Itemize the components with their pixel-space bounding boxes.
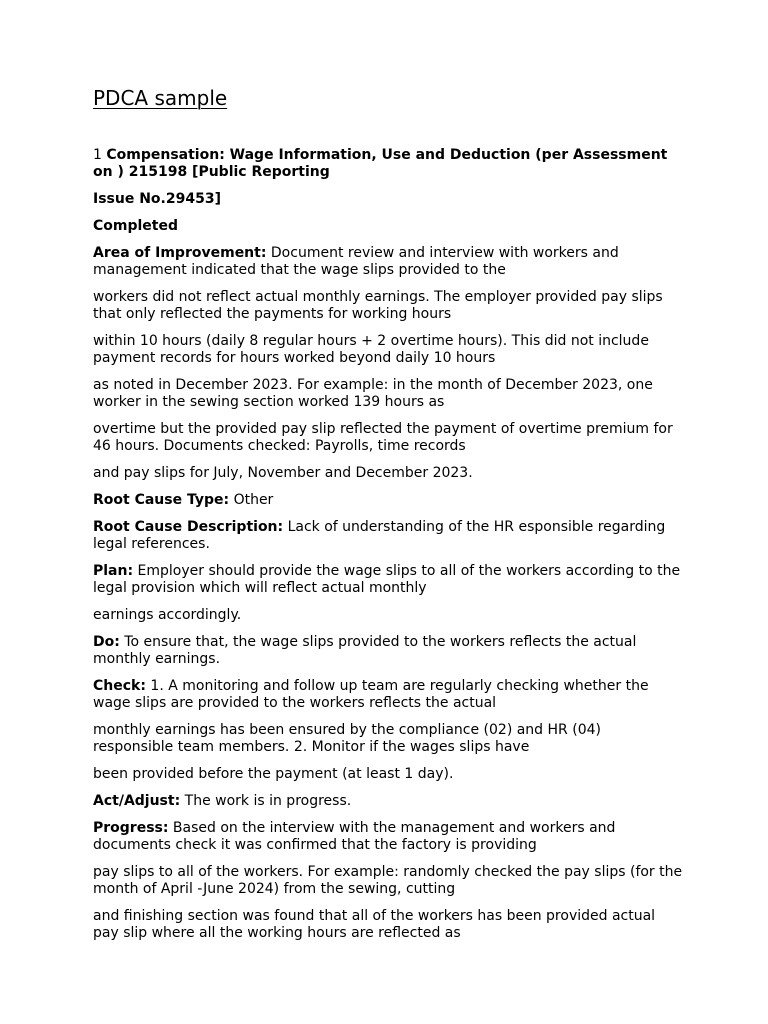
plan-label: Plan: — [93, 563, 134, 579]
progress — [93, 820, 683, 854]
check-text: 1. A monitoring and follow up team are regularly checking whether the wage slips are provided to the workers reflects the actual — [93, 678, 649, 711]
area-of-improvement — [93, 245, 683, 279]
issue-number-text: Issue No.29453] — [93, 191, 221, 207]
act-adjust-text: The work is in progress. — [184, 793, 352, 809]
area-of-improvement-continued: workers did not reflect actual monthly earnings. The employer provided pay slips that only reflected the payments for working hours — [93, 289, 663, 322]
do-label: Do: — [93, 634, 120, 650]
root-cause-description-label: Root Cause Description: — [93, 519, 284, 535]
root-cause-type — [93, 492, 683, 509]
check-continued: been provided before the payment (at least 1 day). — [93, 766, 454, 782]
do-text: To ensure that, the wage slips provided to the workers reflects the actual monthly earnings. — [93, 634, 637, 667]
root-cause-type-value: Other — [233, 492, 274, 508]
progress-text: Based on the interview with the management and workers and documents check it was confirmed that the factory is providing — [93, 820, 616, 853]
root-cause-description — [93, 519, 683, 553]
page-title: PDCA sample — [93, 86, 228, 110]
area-of-improvement-label: Area of Improvement: — [93, 245, 267, 261]
section-heading — [93, 147, 683, 181]
act-adjust — [93, 793, 683, 810]
document-page — [93, 84, 683, 952]
check — [93, 678, 683, 712]
progress-continued: pay slips to all of the workers. For example: randomly checked the pay slips (for the month of April -June 2024) from the sewing, cutting — [93, 864, 683, 897]
status — [93, 218, 683, 235]
do — [93, 634, 683, 668]
issue-number — [93, 191, 683, 208]
plan-text: Employer should provide the wage slips to all of the workers according to the legal provision which will reflect actual monthly — [93, 563, 681, 596]
plan — [93, 563, 683, 597]
status-text: Completed — [93, 218, 179, 234]
area-of-improvement-continued: and pay slips for July, November and December 2023. — [93, 465, 473, 481]
root-cause-description-value: Lack of understanding of the HR esponsible regarding legal references. — [93, 519, 666, 552]
progress-continued: and finishing section was found that all of the workers has been provided actual pay slip where all the working hours are reflected as — [93, 908, 656, 941]
section-number: 1 — [93, 147, 102, 163]
area-of-improvement-continued: within 10 hours (daily 8 regular hours + 2 overtime hours). This did not include payment records for hours worked beyond daily 10 hours — [93, 333, 649, 366]
check-label: Check: — [93, 678, 146, 694]
plan-continued: earnings accordingly. — [93, 607, 242, 623]
area-of-improvement-continued: overtime but the provided pay slip reflected the payment of overtime premium for 46 hours. Documents checked: Payrolls, time records — [93, 421, 673, 454]
area-of-improvement-text: Document review and interview with workers and management indicated that the wage slips provided to the — [93, 245, 619, 278]
check-continued: monthly earnings has been ensured by the compliance (02) and HR (04) responsible team members. 2. Monitor if the wages slips have — [93, 722, 601, 755]
act-adjust-label: Act/Adjust: — [93, 793, 181, 809]
section-heading-text: Compensation: Wage Information, Use and Deduction (per Assessment on ) 215198 [Public Reporting — [93, 147, 668, 180]
root-cause-type-label: Root Cause Type: — [93, 492, 230, 508]
area-of-improvement-continued: as noted in December 2023. For example: in the month of December 2023, one worker in the sewing section worked 139 hours as — [93, 377, 653, 410]
progress-label: Progress: — [93, 820, 169, 836]
